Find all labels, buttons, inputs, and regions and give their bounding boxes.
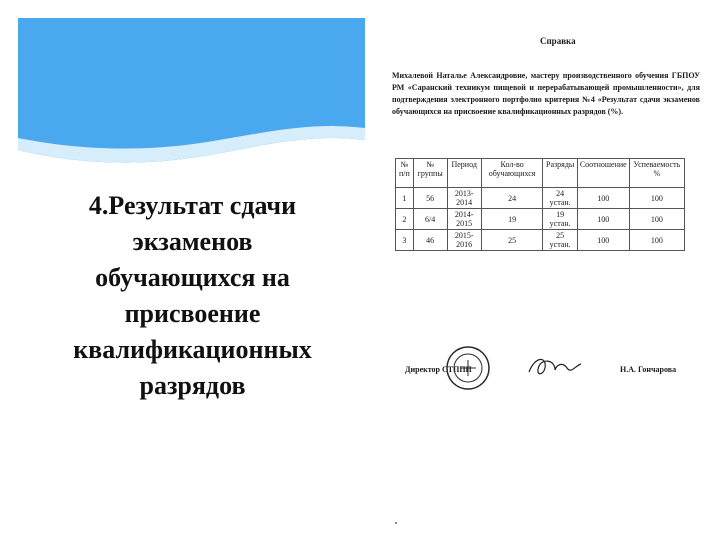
table-cell: 2013-2014 (447, 188, 481, 209)
results-table (395, 158, 685, 251)
table-header-cell: Соотношение (577, 159, 629, 188)
scanned-certificate (365, 0, 720, 540)
table-cell: 24 (481, 188, 543, 209)
slide-title-line: обучающихся на (95, 263, 290, 292)
table-cell: 100 (629, 230, 684, 251)
scan-speck (395, 522, 397, 524)
document-heading: Справка (540, 36, 576, 46)
table-cell: 25 (481, 230, 543, 251)
table-cell: 3 (396, 230, 414, 251)
slide-title-line: экзаменов (132, 227, 253, 256)
slide-title-line: квалификационных (73, 335, 312, 364)
table-cell: 46 (413, 230, 447, 251)
table-cell: 2 (396, 209, 414, 230)
table-cell: 25 устан. (543, 230, 577, 251)
table-row (396, 188, 685, 209)
table-cell: 1 (396, 188, 414, 209)
table-row (396, 209, 685, 230)
slide-title-line: присвоение (124, 299, 261, 328)
slide-title-line: 4.Результат сдачи (88, 191, 297, 220)
table-cell: 100 (629, 209, 684, 230)
table-cell: 2015-2016 (447, 230, 481, 251)
table-cell: 24 устан. (543, 188, 577, 209)
signatory-name: Н.А. Гончарова (620, 365, 677, 374)
handwritten-signature (525, 352, 585, 382)
slide-title-line: разрядов (139, 371, 246, 400)
table-cell: 100 (629, 188, 684, 209)
table-header-cell: Период (447, 159, 481, 188)
table-header-cell: Кол-во обучающихся (481, 159, 543, 188)
table-cell: 19 (481, 209, 543, 230)
table-header-row (396, 159, 685, 188)
table-header-cell: Разряды (543, 159, 577, 188)
table-cell: 100 (577, 209, 629, 230)
table-cell: 6/4 (413, 209, 447, 230)
table-cell: 100 (577, 230, 629, 251)
table-row (396, 230, 685, 251)
table-cell: 100 (577, 188, 629, 209)
table-header-cell: № п/п (396, 159, 414, 188)
table-header-cell: № группы (413, 159, 447, 188)
table-header-cell: Успеваемость % (629, 159, 684, 188)
official-stamp (445, 345, 491, 391)
table-cell: 2014-2015 (447, 209, 481, 230)
table-cell: 56 (413, 188, 447, 209)
document-body-text: Михалевой Наталье Александровне, мастеру производственного обучения ГБПОУ РМ «Саранский техникум пищевой и перерабатывающей промышленности», для подтверждения электронного портфолио критерия №4 «Результат сдачи экзаменов обучающихся на присвоение квалификационных разрядов (%). (392, 71, 700, 116)
signatory-position: Директор СТППП (405, 365, 472, 374)
table-cell: 19 устан. (543, 209, 577, 230)
slide-title (20, 188, 365, 404)
wave-header-graphic (0, 0, 365, 175)
